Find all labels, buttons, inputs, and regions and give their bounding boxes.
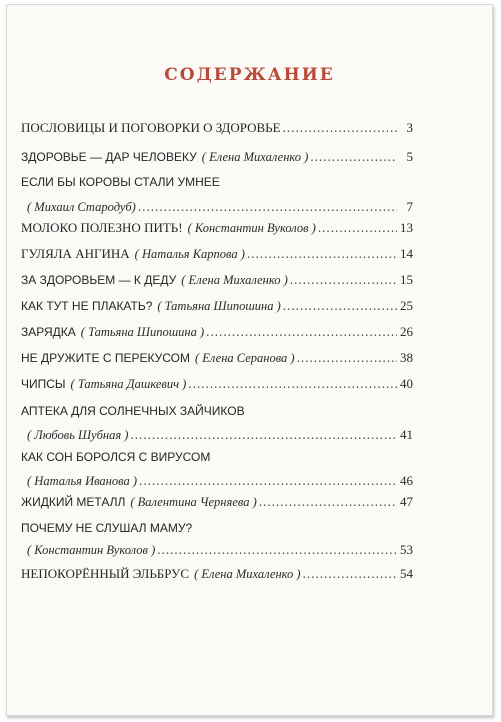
entry-title: КАК СОН БОРОЛСЯ С ВИРУСОМ [21, 450, 211, 464]
toc-entry[interactable] [21, 493, 413, 511]
entry-page: 38 [400, 350, 413, 365]
entry-title: НЕ ДРУЖИТЕ С ПЕРЕКУСОМ [21, 351, 190, 365]
leader-dots [138, 198, 397, 216]
toc-entry[interactable] [21, 245, 413, 263]
entry-author: ( Татьяна Шипошина ) [80, 325, 205, 339]
leader-dots [310, 148, 397, 166]
entry-author: ( Константин Вуколов ) [187, 221, 316, 235]
entry-page: 53 [400, 542, 413, 557]
entry-author: ( Елена Михаленко ) [201, 150, 309, 164]
entry-title: ЕСЛИ БЫ КОРОВЫ СТАЛИ УМНЕЕ [21, 175, 220, 189]
entry-title: ПОСЛОВИЦЫ И ПОГОВОРКИ О ЗДОРОВЬЕ [21, 120, 281, 135]
entry-page: 5 [406, 149, 413, 164]
entry-author: ( Елена Михаленко ) [181, 273, 288, 287]
entry-title: ЗДОРОВЬЕ — ДАР ЧЕЛОВЕКУ [21, 150, 197, 164]
toc-entry[interactable] [21, 119, 413, 137]
entry-author: ( Елена Михаленко ) [194, 567, 301, 581]
entry-author: ( Татьяна Дашкевич ) [70, 377, 187, 391]
entry-title: ЗА ЗДОРОВЬЕМ — К ДЕДУ [21, 273, 177, 287]
toc-entry[interactable] [21, 565, 413, 583]
entry-page: 15 [400, 272, 413, 287]
leader-dots [290, 271, 397, 289]
leader-dots [247, 245, 397, 263]
toc-entry[interactable] [21, 323, 413, 341]
toc-entry[interactable] [21, 402, 413, 444]
toc-entry[interactable] [21, 519, 413, 559]
entry-title: АПТЕКА ДЛЯ СОЛНЕЧНЫХ ЗАЙЧИКОВ [21, 404, 245, 418]
toc-entry[interactable] [21, 375, 413, 393]
entry-author: ( Валентина Черняева ) [130, 495, 257, 509]
leader-dots [188, 375, 397, 393]
leader-dots [206, 323, 397, 341]
entry-title: ЖИДКИЙ МЕТАЛЛ [21, 495, 126, 509]
entry-title: МОЛОКО ПОЛЕЗНО ПИТЬ! [21, 220, 183, 235]
entry-author: ( Наталья Иванова ) [27, 474, 138, 488]
entry-page: 3 [406, 120, 413, 135]
entry-page: 54 [400, 566, 413, 581]
entry-page: 46 [400, 473, 413, 488]
entry-page: 41 [400, 427, 413, 442]
toc-entry[interactable] [21, 448, 413, 490]
entry-title: КАК ТУТ НЕ ПЛАКАТЬ? [21, 299, 153, 313]
toc-entry[interactable] [21, 271, 413, 289]
leader-dots [283, 297, 397, 315]
entry-author: ( Константин Вуколов ) [27, 543, 156, 557]
leader-dots [139, 472, 397, 490]
entry-page: 14 [400, 246, 413, 261]
toc-entry[interactable] [21, 148, 413, 166]
entry-title: ГУЛЯЛА АНГИНА [21, 246, 130, 261]
entry-author: ( Татьяна Шипошина ) [157, 299, 281, 313]
entry-author: ( Наталья Карпова ) [134, 247, 245, 261]
leader-dots [283, 119, 397, 137]
leader-dots [303, 565, 397, 583]
book-page [6, 4, 493, 716]
entry-page: 40 [400, 376, 413, 391]
toc-entry[interactable] [21, 219, 413, 237]
leader-dots [157, 541, 397, 559]
entry-page: 25 [400, 298, 413, 313]
toc-entry[interactable] [21, 297, 413, 315]
leader-dots [259, 493, 397, 511]
entry-page: 47 [400, 494, 413, 509]
entry-title: НЕПОКОРЁННЫЙ ЭЛЬБРУС [21, 566, 190, 581]
leader-dots [297, 349, 397, 367]
toc-entry[interactable] [21, 349, 413, 367]
leader-dots [130, 426, 397, 444]
entry-author: ( Михаил Стародуб) [27, 200, 136, 214]
toc-entry[interactable] [21, 173, 413, 216]
entry-title: ЧИПСЫ [21, 377, 66, 391]
entry-page: 26 [400, 324, 413, 339]
entry-author: ( Елена Серанова ) [194, 351, 295, 365]
entry-title: ЗАРЯДКА [21, 325, 76, 339]
entry-page: 13 [400, 220, 413, 235]
contents-heading: СОДЕРЖАНИЕ [164, 65, 335, 85]
leader-dots [318, 219, 397, 237]
entry-author: ( Любовь Шубная ) [27, 428, 129, 442]
entry-page: 7 [406, 199, 413, 214]
entry-title: ПОЧЕМУ НЕ СЛУШАЛ МАМУ? [21, 521, 193, 535]
